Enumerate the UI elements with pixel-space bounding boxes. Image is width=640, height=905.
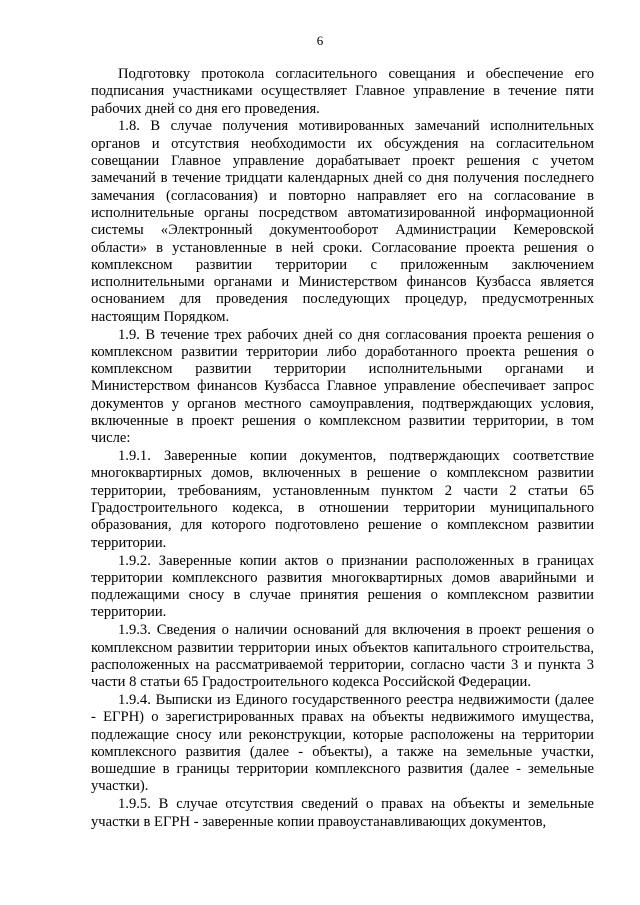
paragraph-1-9-4: 1.9.4. Выписки из Единого государственного реестра недвижимости (далее - ЕГРН) о зарегистрированных правах на объекты недвижимого имущества, подлежащие сносу или реконструкции, которые расположены на территории комплексного развития (далее - объекты), а также на земельные участки, вошедшие в границы территории комплексного развития (далее - земельные участки). [91, 691, 594, 795]
paragraph-protocol-signing: Подготовку протокола согласительного совещания и обеспечение его подписания участниками осуществляет Главное управление в течение пяти рабочих дней со дня его проведения. [91, 66, 594, 117]
page-number: 6 [316, 33, 324, 48]
paragraph-1-9-3: 1.9.3. Сведения о наличии оснований для включения в проект решения о комплексном развитии территории иных объектов капитального строительства, расположенных на рассматриваемой территории, согласно части 3 и пункта 3 части 8 статьи 65 Градостроительного кодекса Российской Федерации. [91, 622, 594, 691]
paragraph-1-8: 1.8. В случае получения мотивированных замечаний исполнительных органов и отсутствия необходимости их обсуждения на согласительном совещании Главное управление дорабатывает проект решения с учетом замечаний в течение тридцати календарных дней со дня получения последнего замечания (согласования) и повторно направляет его на согласование в исполнительные органы посредством автоматизированной информационной системы «Электронный документооборот Администрации Кемеровской области» в установленные в ней сроки. Согласование проекта решения о комплексном развитии территории с приложенным заключением исполнительными органами и Министерством финансов Кузбасса является основанием для проведения последующих процедур, предусмотренных настоящим Порядком. [91, 118, 594, 325]
document-body [91, 66, 594, 831]
paragraph-1-9-5: 1.9.5. В случае отсутствия сведений о правах на объекты и земельные участки в ЕГРН - заверенные копии правоустанавливающих документов, [91, 796, 594, 830]
paragraph-1-9-1: 1.9.1. Заверенные копии документов, подтверждающих соответствие многоквартирных домов, включенных в решение о комплексном развитии территории, требованиям, установленным пунктом 2 части 2 статьи 65 Градостроительного кодекса, в отношении территории муниципального образования, для которого подготовлено решение о комплексном развитии территории. [91, 448, 594, 551]
paragraph-1-9-2: 1.9.2. Заверенные копии актов о признании расположенных в границах территории комплексного развития многоквартирных домов аварийными и подлежащими сносу в случае принятия решения о комплексном развитии территории. [91, 552, 594, 621]
paragraph-1-9: 1.9. В течение трех рабочих дней со дня согласования проекта решения о комплексном развитии территории либо доработанного проекта решения о комплексном развитии территории исполнительными органами и Министерством финансов Кузбасса Главное управление обеспечивает запрос документов у органов местного самоуправления, подтверждающих условия, включенные в проект решения о комплексном развитии территории, в том числе: [91, 326, 594, 447]
